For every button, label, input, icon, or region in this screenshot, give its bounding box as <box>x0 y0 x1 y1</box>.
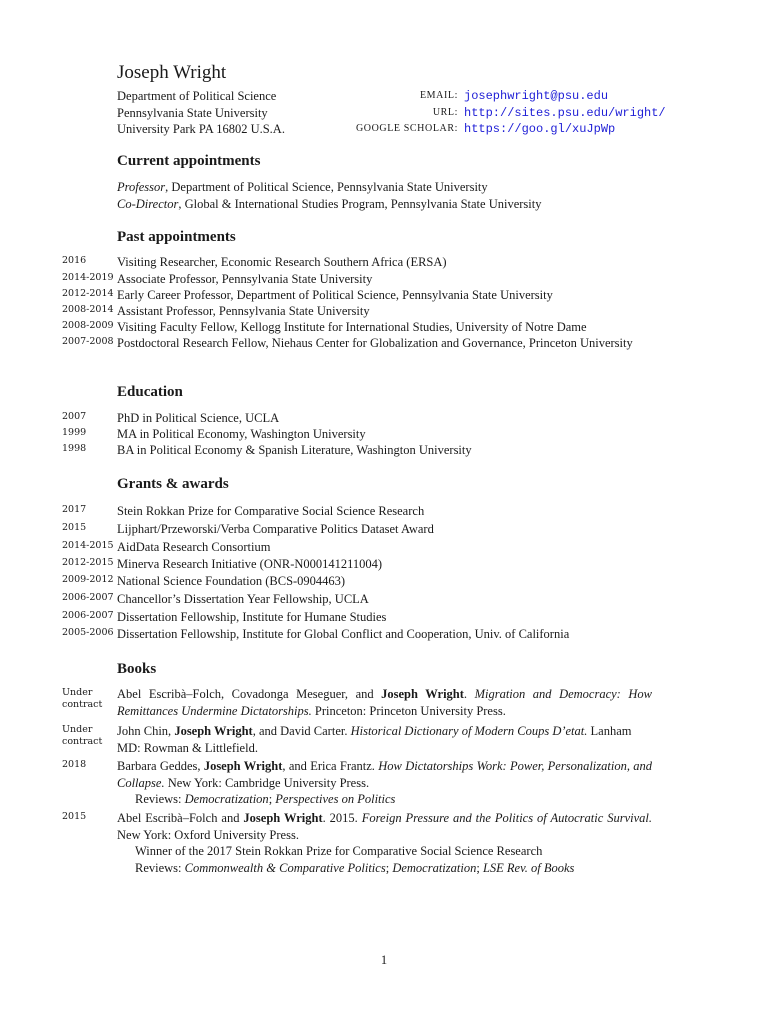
scholar-link[interactable]: https://goo.gl/xuJpWp <box>464 122 616 136</box>
book-publisher: Princeton: Princeton University Press. <box>311 703 506 718</box>
entry-year: 2014-2019 <box>62 271 114 283</box>
section-title-education: Education <box>117 384 183 400</box>
entry-year: 2006-2007 <box>62 592 114 603</box>
entry-year: 2015 <box>62 521 87 533</box>
book-publisher: Lanham MD: Rowman & Littlefield. <box>117 724 632 755</box>
entry-text: Assistant Professor, Pennsylvania State University <box>117 304 370 318</box>
book-award-note: Winner of the 2017 Stein Rokkan Prize for Comparative Social Science Research <box>135 844 543 858</box>
entry-year: 2009-2012 <box>62 574 114 585</box>
section-title-grants: Grants & awards <box>117 476 229 492</box>
appointment-role: Professor <box>117 180 166 194</box>
review-venue: LSE Rev. of Books <box>482 860 575 875</box>
cv-name: Joseph Wright <box>117 62 227 83</box>
entry-year: 2007 <box>62 410 87 422</box>
entry-year: 1999 <box>62 427 87 438</box>
review-venue: Perspectives on Politics <box>275 792 396 806</box>
book-title: How Dictatorships Work: Power, Personalization, and Collapse. <box>117 759 653 790</box>
entry-year: 1998 <box>62 443 87 454</box>
section-title-books: Books <box>117 661 157 677</box>
entry-text: Minerva Research Initiative (ONR-N000141211004) <box>117 557 383 571</box>
entry-text: AidData Research Consortium <box>117 539 271 554</box>
entry-year: 2012-2014 <box>62 288 114 299</box>
appointment-detail: , Global & International Studies Program, Pennsylvania State University <box>178 196 542 211</box>
address-line: University Park PA 16802 U.S.A. <box>117 122 285 136</box>
book-publisher: New York: Cambridge University Press. <box>164 775 370 790</box>
entry-text: National Science Foundation (BCS-0904463) <box>117 574 346 588</box>
book-author-highlight: Joseph Wright <box>203 759 283 773</box>
contact-label: GOOGLE SCHOLAR: <box>355 123 458 134</box>
entry-text: Visiting Faculty Fellow, Kellogg Institute for International Studies, University of Notre Dame <box>117 319 587 334</box>
book-authors-end: . <box>463 687 468 701</box>
entry-text: Associate Professor, Pennsylvania State University <box>117 271 373 286</box>
entry-year: 2008-2014 <box>62 304 114 315</box>
entry-year: 2006-2007 <box>62 609 114 621</box>
contact-email-row <box>300 88 660 105</box>
book-reviews: Reviews: Commonwealth & Comparative Politics; Democratization; LSE Rev. of Books <box>135 860 575 875</box>
book-authors: Abel Escribà–Folch, Covadonga Meseguer, and <box>117 687 382 701</box>
entry-text: Dissertation Fellowship, Institute for Global Conflict and Cooperation, Univ. of California <box>117 626 570 641</box>
entry-year: 2014-2015 <box>62 539 114 551</box>
contact-block <box>300 88 666 138</box>
book-authors: John Chin, <box>117 724 175 738</box>
book-reviews: Reviews: Democratization; Perspectives on Politics <box>135 792 396 806</box>
reviews-label: Reviews: <box>135 860 185 875</box>
review-venue: Commonwealth & Comparative Politics <box>184 860 386 875</box>
entry-text: Stein Rokkan Prize for Comparative Social Science Research <box>117 504 425 518</box>
entry-year: 2015 <box>62 811 87 822</box>
entry-year: 2016 <box>62 255 87 266</box>
entry-text: Lijphart/Przeworski/Verba Comparative Politics Dataset Award <box>117 521 434 536</box>
book-title: Migration and Democracy: How Remittances Undermine Dictatorships. <box>117 687 652 718</box>
appointment-detail: , Department of Political Science, Pennsylvania State University <box>165 180 488 194</box>
book-author-highlight: Joseph Wright <box>174 724 253 738</box>
entry-text: Chancellor’s Dissertation Year Fellowship, UCLA <box>117 592 369 606</box>
entry-year: 2005-2006 <box>62 626 114 638</box>
book-publisher: New York: Oxford University Press. <box>117 827 299 842</box>
contact-url-row <box>300 105 666 122</box>
review-venue: Democratization <box>392 860 477 875</box>
address-line: Pennsylvania State University <box>117 105 268 120</box>
reviews-label: Reviews: <box>135 792 185 806</box>
appointment-role: Co-Director <box>117 196 179 211</box>
entry-year: 2007-2008 <box>62 335 114 347</box>
entry-year: Under contract <box>62 687 103 710</box>
url-link[interactable]: http://sites.psu.edu/wright/ <box>464 105 666 120</box>
entry-text: Early Career Professor, Department of Political Science, Pennsylvania State University <box>117 288 553 302</box>
address-block <box>117 88 285 138</box>
entry-text: Postdoctoral Research Fellow, Niehaus Center for Globalization and Governance, Princeton University <box>117 335 633 350</box>
review-venue: Democratization <box>184 792 269 806</box>
book-authors: Abel Escribà–Folch and <box>117 811 244 825</box>
contact-label: EMAIL: <box>419 90 458 101</box>
book-authors-end: , and Erica Frantz. <box>282 759 375 773</box>
book-author-highlight: Joseph Wright <box>381 687 464 701</box>
book-title: Historical Dictionary of Modern Coups D’etat. <box>350 724 588 738</box>
address-line: Department of Political Science <box>117 89 277 103</box>
entry-text: MA in Political Economy, Washington University <box>117 427 366 441</box>
entry-text: BA in Political Economy & Spanish Literature, Washington University <box>117 443 472 457</box>
page-number: 1 <box>380 953 388 967</box>
section-title-current: Current appointments <box>117 153 261 169</box>
entry-year: Under contract <box>62 724 103 747</box>
entry-year: 2012-2015 <box>62 557 114 568</box>
section-title-past: Past appointments <box>117 229 236 245</box>
entry-text: Visiting Researcher, Economic Research Southern Africa (ERSA) <box>117 255 447 269</box>
entry-text: PhD in Political Science, UCLA <box>117 410 280 425</box>
book-title: Foreign Pressure and the Politics of Autocratic Survival. <box>361 811 652 825</box>
entry-year: 2017 <box>62 504 87 515</box>
contact-scholar-row <box>300 121 660 138</box>
contact-label: URL: <box>432 106 458 118</box>
entry-text: Dissertation Fellowship, Institute for Humane Studies <box>117 609 387 624</box>
book-authors-end: . 2015. <box>322 811 358 825</box>
entry-year: 2018 <box>62 759 87 770</box>
email-link[interactable]: josephwright@psu.edu <box>464 89 609 103</box>
book-author-highlight: Joseph Wright <box>243 811 323 825</box>
book-authors-end: , and David Carter. <box>252 724 348 738</box>
book-authors: Barbara Geddes, <box>117 759 204 773</box>
entry-year: 2008-2009 <box>62 319 114 331</box>
